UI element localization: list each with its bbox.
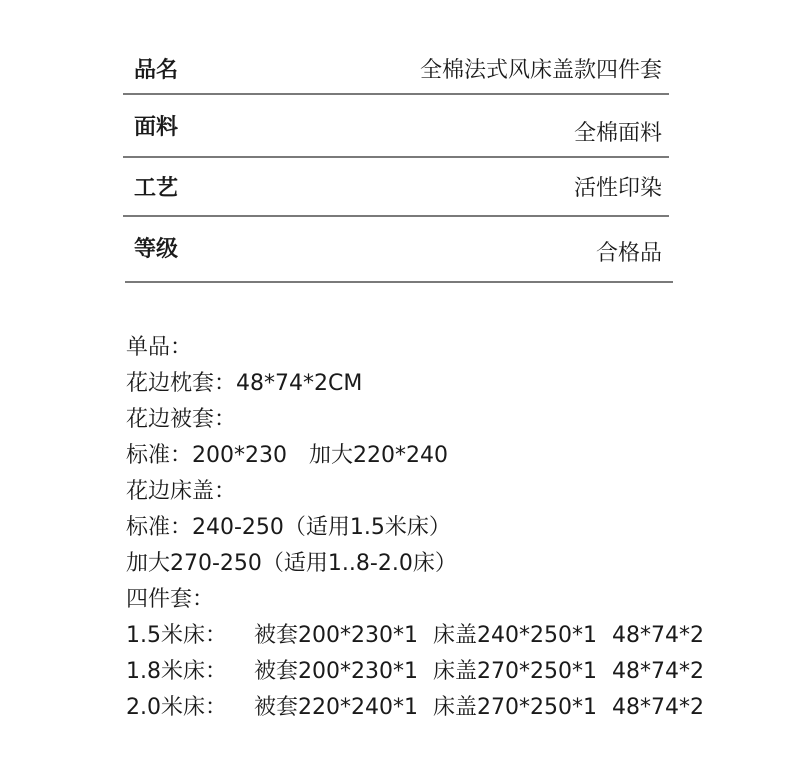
set-bed-size: 1.5米床： <box>126 623 227 648</box>
bedcover-standard: 标准：240-250（适用1.5米床） <box>126 515 451 540</box>
set-cover: 床盖270*250*1 <box>433 659 597 684</box>
bedcover-large: 加大270-250（适用1..8-2.0床） <box>126 551 457 576</box>
duvet-heading: 花边被套： <box>126 407 237 432</box>
set-row <box>126 654 766 690</box>
pillow-size: 花边枕套：48*74*2CM <box>126 371 363 396</box>
set-pillow: 48*74*2 <box>612 695 704 720</box>
spec-label-craft: 工艺 <box>134 176 179 201</box>
spec-label-name: 品名 <box>134 58 179 83</box>
single-heading: 单品： <box>126 335 193 360</box>
row-divider <box>125 281 673 283</box>
row-divider <box>123 156 669 158</box>
set-pillow: 48*74*2 <box>612 623 704 648</box>
spec-table <box>0 0 790 300</box>
spec-value-grade: 合格品 <box>595 241 662 266</box>
set-cover: 床盖270*250*1 <box>433 695 597 720</box>
set-duvet: 被套200*230*1 <box>254 623 418 648</box>
spec-value-fabric: 全棉面料 <box>573 121 662 146</box>
spec-value-craft: 活性印染 <box>573 176 662 201</box>
bedcover-heading: 花边床盖： <box>126 479 237 504</box>
set-pillow: 48*74*2 <box>612 659 704 684</box>
set-duvet: 被套200*230*1 <box>254 659 418 684</box>
spec-label-grade: 等级 <box>134 237 179 262</box>
set-bed-size: 2.0米床： <box>126 695 227 720</box>
set-heading: 四件套： <box>126 587 215 612</box>
size-details <box>126 330 766 726</box>
spec-value-name: 全棉法式风床盖款四件套 <box>419 58 662 83</box>
set-row <box>126 618 766 654</box>
set-cover: 床盖240*250*1 <box>433 623 597 648</box>
set-bed-size: 1.8米床： <box>126 659 227 684</box>
row-divider <box>123 93 669 95</box>
set-row <box>126 690 766 726</box>
set-duvet: 被套220*240*1 <box>254 695 418 720</box>
spec-label-fabric: 面料 <box>134 115 179 140</box>
duvet-sizes: 标准：200*230 加大220*240 <box>126 443 448 468</box>
row-divider <box>123 215 669 217</box>
